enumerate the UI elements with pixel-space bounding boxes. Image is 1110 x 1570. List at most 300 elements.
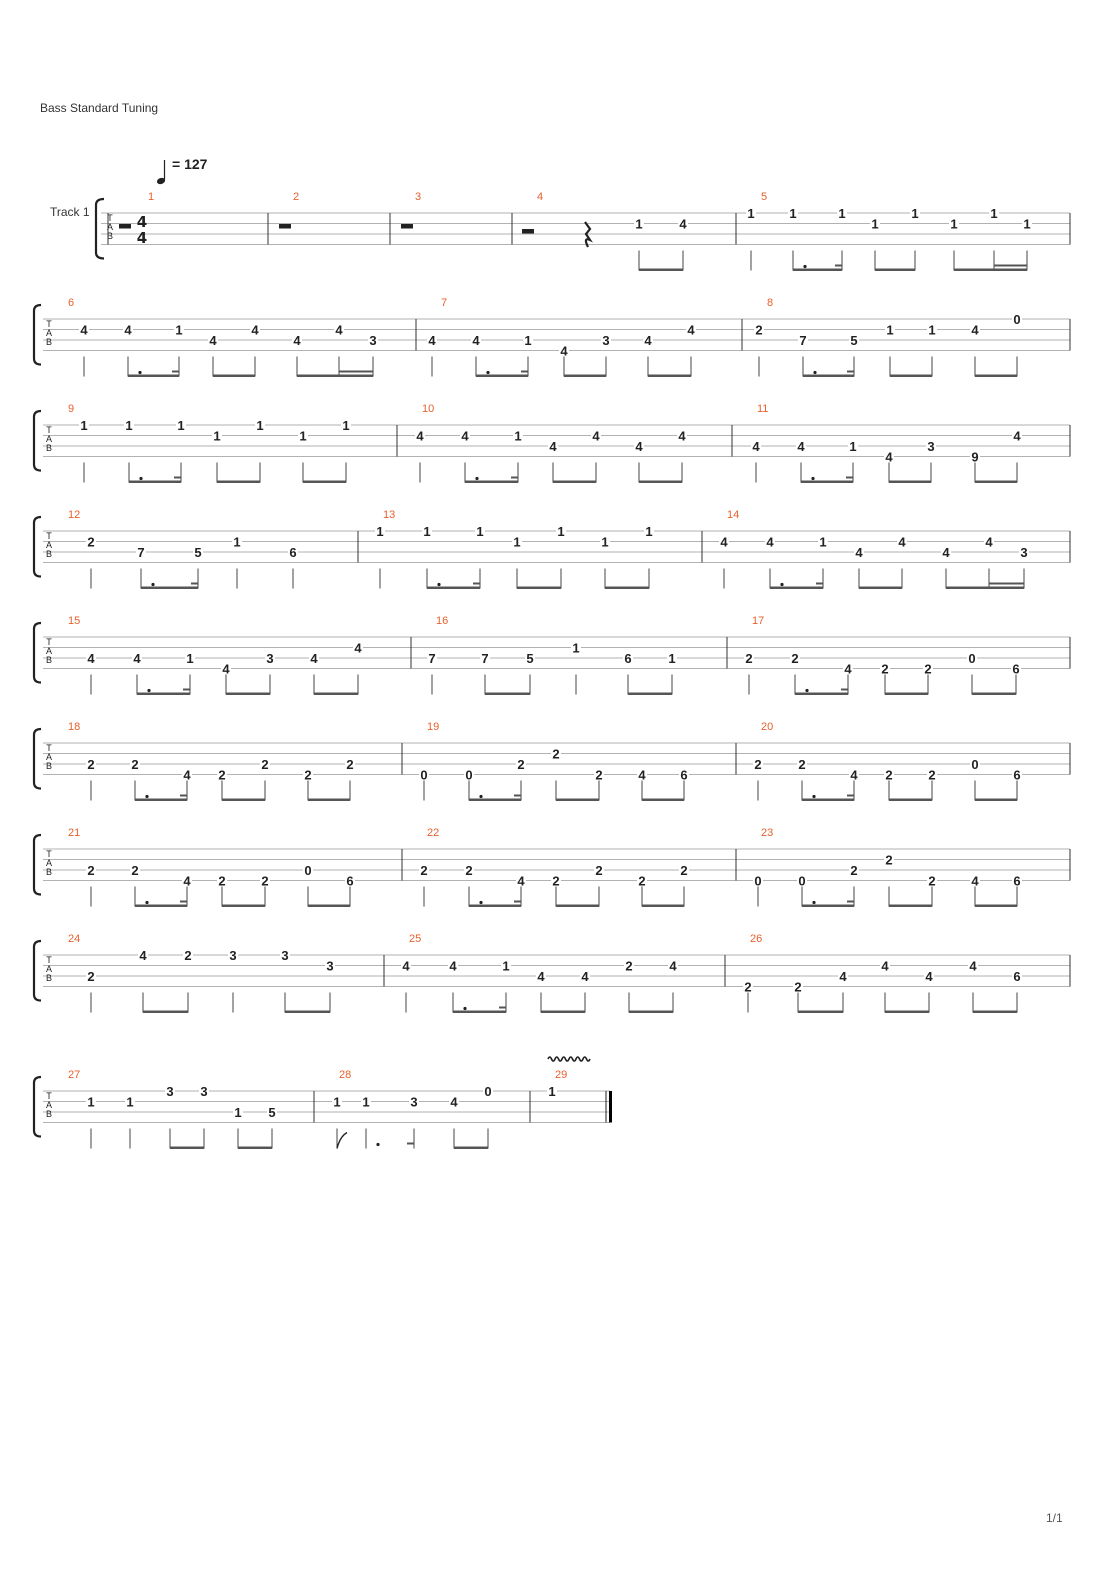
fret-number: 1 <box>635 216 643 232</box>
fret-number: 3 <box>200 1084 208 1099</box>
measure-number: 23 <box>761 827 774 839</box>
fret-number: 5 <box>194 545 202 560</box>
fret-number: 1 <box>476 524 484 539</box>
fret-number: 3 <box>166 1084 174 1099</box>
track-name: Track 1 <box>50 205 90 219</box>
beam-secondary <box>499 1007 506 1009</box>
beam-secondary <box>846 477 853 479</box>
fret-number: 2 <box>794 979 802 995</box>
fret-number: 2 <box>885 852 893 868</box>
half-rest <box>119 224 131 229</box>
fret-number: 0 <box>971 757 979 772</box>
fret-number: 0 <box>754 873 762 889</box>
tab-label: A <box>45 434 53 444</box>
fret-number: 7 <box>428 651 436 666</box>
fret-number: 4 <box>971 322 979 338</box>
dot-rhythm <box>803 265 806 268</box>
fret-number: 4 <box>679 216 687 232</box>
beam <box>454 1147 488 1150</box>
fret-number: 2 <box>87 534 95 550</box>
fret-number: 2 <box>131 757 139 772</box>
final-barline <box>609 1091 612 1123</box>
measure-number: 5 <box>761 191 768 203</box>
fret-number: 2 <box>885 767 893 783</box>
measure-number: 16 <box>436 615 449 627</box>
fret-number: 2 <box>517 757 525 772</box>
fret-number: 2 <box>928 767 936 783</box>
dot-rhythm <box>479 901 482 904</box>
dot-rhythm <box>486 371 489 374</box>
measure-number: 20 <box>761 721 774 733</box>
beam <box>628 693 672 696</box>
fret-number: 1 <box>838 206 846 221</box>
measure-number: 1 <box>148 191 155 203</box>
fret-number: 2 <box>552 746 560 762</box>
fret-number: 2 <box>755 322 763 338</box>
fret-number: 4 <box>293 333 301 348</box>
fret-number: 3 <box>229 948 237 963</box>
fret-number: 2 <box>595 767 603 783</box>
fret-number: 1 <box>376 524 384 539</box>
fret-number: 0 <box>1013 312 1021 327</box>
fret-number: 4 <box>687 322 695 338</box>
dot-rhythm <box>811 477 814 480</box>
measure-number: 26 <box>750 933 763 945</box>
fret-number: 4 <box>222 661 230 677</box>
fret-number: 3 <box>410 1094 418 1110</box>
beam <box>308 905 350 908</box>
beam-secondary <box>841 689 848 691</box>
system-bracket <box>34 835 41 895</box>
fret-number: 4 <box>449 958 457 974</box>
beam <box>226 693 270 696</box>
dot-rhythm <box>145 795 148 798</box>
beam <box>170 1147 204 1150</box>
measure-number: 9 <box>68 403 75 415</box>
beam <box>890 375 932 378</box>
beam-secondary <box>473 583 480 585</box>
beam <box>802 905 854 908</box>
fret-number: 1 <box>572 640 580 656</box>
beam <box>303 481 346 484</box>
dot-rhythm <box>475 477 478 480</box>
fret-number: 4 <box>766 534 774 550</box>
beam <box>308 799 350 802</box>
half-rest <box>279 224 291 229</box>
beam-secondary <box>847 901 854 903</box>
beam <box>798 1011 843 1014</box>
beam <box>517 587 561 590</box>
beam <box>137 693 190 696</box>
beam-secondary <box>339 371 373 373</box>
beam <box>642 799 684 802</box>
fret-number: 1 <box>87 1094 95 1110</box>
measure-number: 4 <box>537 191 544 203</box>
fret-number: 2 <box>881 661 889 677</box>
measure-number: 13 <box>383 509 396 521</box>
beam <box>297 375 373 378</box>
fret-number: 4 <box>678 428 686 444</box>
fret-number: 0 <box>798 873 806 889</box>
fret-number: 4 <box>472 333 480 348</box>
beam <box>222 799 265 802</box>
system-bracket <box>34 411 41 471</box>
measure-number: 2 <box>293 191 300 203</box>
fret-number: 4 <box>881 958 889 974</box>
fret-number: 1 <box>175 322 183 338</box>
beam-secondary <box>847 371 854 373</box>
fret-number: 1 <box>233 534 241 550</box>
fret-number: 4 <box>335 322 343 338</box>
fret-number: 4 <box>752 439 760 454</box>
fret-number: 6 <box>624 651 632 666</box>
beam <box>954 269 1027 272</box>
beam <box>803 375 854 378</box>
beam-secondary <box>514 795 521 797</box>
beam <box>135 905 187 908</box>
fret-number: 2 <box>261 873 269 889</box>
fret-number: 2 <box>754 757 762 772</box>
fret-number: 1 <box>645 524 653 539</box>
beam <box>802 799 854 802</box>
fret-number: 0 <box>465 767 473 783</box>
tab-label: B <box>45 973 53 983</box>
fret-number: 6 <box>1013 969 1021 984</box>
fret-number: 6 <box>1013 873 1021 889</box>
fret-number: 1 <box>256 418 264 433</box>
fret-number: 2 <box>184 948 192 963</box>
beam <box>642 905 684 908</box>
beam <box>469 799 521 802</box>
fret-number: 1 <box>126 1094 134 1110</box>
fret-number: 3 <box>1020 545 1028 560</box>
measure-number: 18 <box>68 721 81 733</box>
beam <box>213 375 255 378</box>
beam <box>453 1011 506 1014</box>
tab-label: A <box>45 540 53 550</box>
measure-number: 11 <box>757 403 769 415</box>
fret-number: 1 <box>299 428 307 444</box>
beam <box>285 1011 330 1014</box>
fret-number: 4 <box>416 428 424 444</box>
tab-label: A <box>45 328 53 338</box>
fret-number: 1 <box>514 428 522 444</box>
tab-label: T <box>46 849 52 859</box>
beam <box>885 693 928 696</box>
fret-number: 1 <box>911 206 919 221</box>
measure-number: 7 <box>441 297 448 309</box>
beam <box>793 269 842 272</box>
fret-number: 4 <box>517 873 525 889</box>
fret-number: 4 <box>898 534 906 550</box>
tab-label: B <box>45 443 53 453</box>
measure-number: 8 <box>767 297 774 309</box>
fret-number: 0 <box>304 863 312 878</box>
fret-number: 1 <box>668 651 676 666</box>
dot-rhythm <box>479 795 482 798</box>
fret-number: 4 <box>644 333 652 348</box>
fret-number: 4 <box>537 969 545 984</box>
beam-secondary <box>511 477 518 479</box>
tab-label: A <box>45 646 53 656</box>
fret-number: 4 <box>428 333 436 348</box>
measure-number: 22 <box>427 827 440 839</box>
fret-number: 4 <box>855 545 863 560</box>
tab-label: A <box>45 752 53 762</box>
fret-number: 4 <box>80 322 88 338</box>
fret-number: 4 <box>969 958 977 974</box>
fret-number: 4 <box>209 333 217 348</box>
beam-secondary <box>514 901 521 903</box>
tab-label: B <box>106 231 114 241</box>
fret-number: 2 <box>552 873 560 889</box>
fret-number: 2 <box>218 873 226 889</box>
fret-number: 2 <box>87 863 95 878</box>
fret-number: 1 <box>524 333 532 348</box>
fret-number: 2 <box>218 767 226 783</box>
beam <box>129 481 181 484</box>
tuning-label: Bass Standard Tuning <box>40 101 159 115</box>
beam <box>629 1011 673 1014</box>
beam <box>564 375 606 378</box>
time-signature-top: 4 <box>136 213 148 231</box>
beam-secondary <box>174 477 181 479</box>
fret-number: 4 <box>985 534 993 550</box>
fret-number: 2 <box>595 863 603 878</box>
fret-number: 1 <box>213 428 221 444</box>
system-bracket <box>34 941 41 1001</box>
dot-rhythm <box>145 901 148 904</box>
tab-label: B <box>45 1109 53 1119</box>
beam <box>541 1011 585 1014</box>
fret-number: 1 <box>234 1105 242 1120</box>
fret-number: 1 <box>819 534 827 550</box>
beam <box>427 587 480 590</box>
measure-number: 25 <box>409 933 422 945</box>
beam <box>485 693 530 696</box>
beam <box>238 1147 272 1150</box>
fret-number: 2 <box>261 757 269 772</box>
tab-label: T <box>107 213 113 223</box>
measure-number: 29 <box>555 1069 568 1081</box>
beam <box>222 905 265 908</box>
fret-number: 7 <box>137 545 145 560</box>
tab-label: B <box>45 655 53 665</box>
time-signature-bottom: 4 <box>136 229 148 247</box>
tab-label: B <box>45 337 53 347</box>
tab-label: A <box>106 222 114 232</box>
fret-number: 1 <box>333 1094 341 1110</box>
beam <box>639 269 683 272</box>
fret-number: 4 <box>560 343 568 359</box>
fret-number: 2 <box>304 767 312 783</box>
beam <box>975 905 1017 908</box>
beam <box>465 481 518 484</box>
beam <box>217 481 260 484</box>
fret-number: 4 <box>450 1094 458 1110</box>
fret-number: 1 <box>557 524 565 539</box>
beam <box>889 481 931 484</box>
beam <box>795 693 848 696</box>
fret-number: 6 <box>346 873 354 889</box>
fret-number: 2 <box>420 863 428 878</box>
beam-secondary <box>172 371 179 373</box>
fret-number: 4 <box>139 948 147 963</box>
fret-number: 6 <box>1012 661 1020 677</box>
beam-secondary <box>183 689 190 691</box>
beam <box>639 481 682 484</box>
system-bracket <box>34 517 41 577</box>
beam-secondary <box>407 1143 414 1145</box>
measure-number: 24 <box>68 933 81 945</box>
fret-number: 7 <box>799 333 807 348</box>
fret-number: 2 <box>638 873 646 889</box>
fret-number: 3 <box>369 333 377 348</box>
dot-rhythm <box>147 689 150 692</box>
tab-label: B <box>45 761 53 771</box>
page-number: 1/1 <box>1046 1511 1063 1525</box>
fret-number: 5 <box>526 651 534 666</box>
fret-number: 3 <box>266 651 274 666</box>
fret-number: 1 <box>1023 216 1031 232</box>
fret-number: 2 <box>791 651 799 666</box>
beam <box>135 799 187 802</box>
beam-secondary <box>847 795 854 797</box>
fret-number: 1 <box>80 418 88 433</box>
beam-secondary <box>835 265 842 267</box>
fret-number: 2 <box>850 863 858 878</box>
fret-number: 0 <box>968 651 976 666</box>
beam-secondary <box>180 795 187 797</box>
fret-number: 2 <box>87 969 95 984</box>
beam <box>469 905 521 908</box>
dot-rhythm <box>780 583 783 586</box>
fret-number: 4 <box>251 322 259 338</box>
fret-number: 6 <box>1013 767 1021 783</box>
beam-secondary <box>191 583 198 585</box>
fret-number: 4 <box>638 767 646 783</box>
fret-number: 1 <box>871 216 879 232</box>
beam <box>889 799 932 802</box>
fret-number: 4 <box>1013 428 1021 444</box>
dot-rhythm <box>151 583 154 586</box>
fret-number: 2 <box>924 661 932 677</box>
measure-number: 19 <box>427 721 440 733</box>
beam <box>314 693 358 696</box>
system-bracket <box>34 729 41 789</box>
fret-number: 4 <box>942 545 950 560</box>
fret-number: 2 <box>680 863 688 878</box>
fret-number: 3 <box>602 333 610 348</box>
fret-number: 3 <box>281 948 289 963</box>
beam-secondary <box>816 583 823 585</box>
measure-number: 21 <box>68 827 81 839</box>
fret-number: 4 <box>549 439 557 454</box>
fret-number: 2 <box>131 863 139 878</box>
fret-number: 2 <box>346 757 354 772</box>
fret-number: 4 <box>183 767 191 783</box>
fret-number: 1 <box>849 439 857 454</box>
beam <box>476 375 528 378</box>
fret-number: 4 <box>592 428 600 444</box>
beam-secondary <box>989 583 1024 585</box>
tab-label: T <box>46 425 52 435</box>
tab-label: A <box>45 1100 53 1110</box>
system-bracket <box>96 199 104 259</box>
fret-number: 5 <box>850 333 858 348</box>
tab-label: A <box>45 964 53 974</box>
fret-number: 1 <box>789 206 797 221</box>
fret-number: 4 <box>839 969 847 984</box>
measure-number: 15 <box>68 615 81 627</box>
beam <box>553 481 596 484</box>
tab-label: T <box>46 1091 52 1101</box>
fret-number: 4 <box>797 439 805 454</box>
fret-number: 4 <box>461 428 469 444</box>
measure-number: 17 <box>752 615 765 627</box>
half-rest <box>522 229 534 234</box>
beam <box>972 693 1016 696</box>
system-bracket <box>34 623 41 683</box>
system-bracket <box>34 305 41 365</box>
fret-number: 4 <box>87 651 95 666</box>
fret-number: 6 <box>289 545 297 560</box>
vibrato-icon <box>548 1057 590 1061</box>
fret-number: 3 <box>326 958 334 974</box>
fret-number: 1 <box>342 418 350 433</box>
beam <box>770 587 823 590</box>
fret-number: 7 <box>481 651 489 666</box>
fret-number: 2 <box>798 757 806 772</box>
half-rest <box>401 224 413 229</box>
dot-rhythm <box>813 371 816 374</box>
dot-rhythm <box>805 689 808 692</box>
dot-rhythm <box>812 901 815 904</box>
beam <box>143 1011 188 1014</box>
beam <box>946 587 1024 590</box>
beam-secondary <box>994 265 1027 267</box>
fret-number: 1 <box>502 958 510 974</box>
fret-number: 1 <box>513 534 521 550</box>
fret-number: 6 <box>680 767 688 783</box>
fret-number: 4 <box>885 449 893 465</box>
fret-number: 4 <box>925 969 933 984</box>
measure-number: 3 <box>415 191 422 203</box>
fret-number: 1 <box>125 418 133 433</box>
fret-number: 4 <box>635 439 643 454</box>
fret-number: 4 <box>124 322 132 338</box>
fret-number: 2 <box>625 958 633 974</box>
beam-secondary <box>521 371 528 373</box>
fret-number: 2 <box>928 873 936 889</box>
beam <box>975 799 1017 802</box>
dot-rhythm <box>437 583 440 586</box>
tab-label: T <box>46 531 52 541</box>
fret-number: 1 <box>886 322 894 338</box>
fret-number: 1 <box>548 1084 556 1099</box>
tab-label: T <box>46 637 52 647</box>
fret-number: 4 <box>669 958 677 974</box>
beam <box>975 481 1017 484</box>
measure-number: 27 <box>68 1069 81 1081</box>
fret-number: 1 <box>186 651 194 666</box>
fret-number: 4 <box>402 958 410 974</box>
tab-label: T <box>46 319 52 329</box>
note-flag <box>337 1133 347 1149</box>
measure-number: 28 <box>339 1069 352 1081</box>
tab-label: T <box>46 743 52 753</box>
fret-number: 1 <box>177 418 185 433</box>
